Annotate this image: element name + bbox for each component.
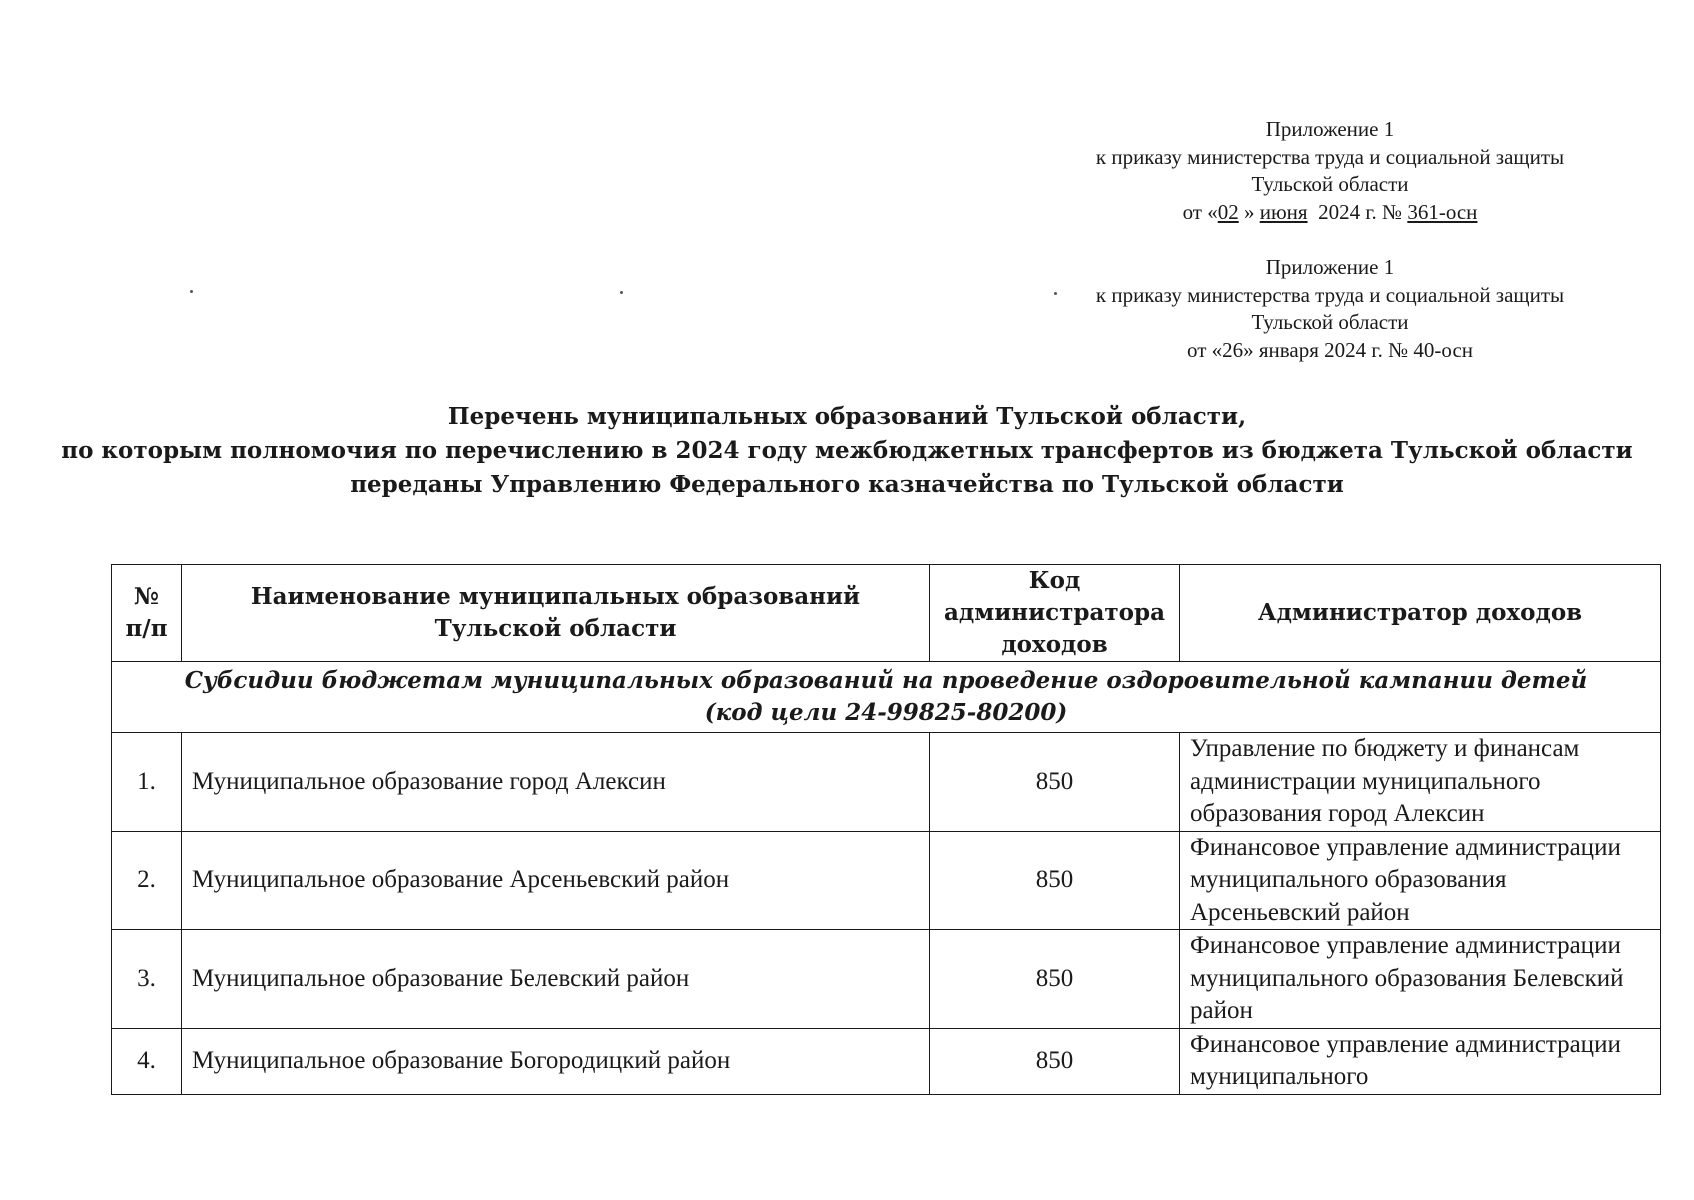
date-month: июня xyxy=(1259,199,1308,224)
appendix-previous-region: Тульской области xyxy=(1251,310,1409,334)
section-cell xyxy=(112,662,1661,733)
row-name: Муниципальное образование Белевский район xyxy=(182,930,930,1029)
row-code: 850 xyxy=(930,733,1180,832)
row-name: Муниципальное образование Богородицкий район xyxy=(182,1028,930,1094)
header-num: № п/п xyxy=(112,565,182,662)
section-code: (код цели 24-99825-80200) xyxy=(704,699,1068,726)
row-num: 1. xyxy=(112,733,182,832)
appendix-current-date xyxy=(1000,199,1660,227)
date-day: 02 xyxy=(1217,199,1239,224)
date-prefix: от « xyxy=(1182,199,1218,224)
row-admin: Управление по бюджету и финансам администрации муниципального образования город Алексин xyxy=(1180,733,1661,832)
row-code: 850 xyxy=(930,930,1180,1029)
date-mid: » xyxy=(1238,199,1260,224)
row-code: 850 xyxy=(930,1028,1180,1094)
municipalities-table xyxy=(111,564,1661,1095)
document-title xyxy=(0,400,1694,502)
appendix-current-order: к приказу министерства труда и социальной защиты xyxy=(1095,144,1565,169)
appendix-current-title: Приложение 1 xyxy=(1265,117,1395,141)
row-name: Муниципальное образование город Алексин xyxy=(182,733,930,832)
title-line-2: по которым полномочия по перечислению в 2024 году межбюджетных трансфертов из бюджета Тульской области xyxy=(61,437,1633,464)
scan-dot xyxy=(620,291,623,294)
appendix-previous-block xyxy=(1000,254,1660,364)
table-row xyxy=(112,930,1661,1029)
row-num: 4. xyxy=(112,1028,182,1094)
section-title: Субсидии бюджетам муниципальных образований на проведение оздоровительной кампании детей xyxy=(184,667,1588,694)
section-row xyxy=(112,662,1661,733)
row-num: 2. xyxy=(112,831,182,930)
header-name: Наименование муниципальных образований Тульской области xyxy=(182,565,930,662)
header-code: Код администратора доходов xyxy=(930,565,1180,662)
row-num: 3. xyxy=(112,930,182,1029)
date-year: 2024 г. № xyxy=(1307,199,1408,224)
appendix-previous-date: от «26» января 2024 г. № 40-осн xyxy=(1186,337,1474,362)
scan-dot xyxy=(1054,292,1057,295)
appendix-previous-title: Приложение 1 xyxy=(1265,255,1395,279)
row-admin: Финансовое управление администрации муниципального образования Белевский район xyxy=(1180,930,1661,1029)
scan-dot xyxy=(190,290,193,293)
title-line-3: переданы Управлению Федерального казначейства по Тульской области xyxy=(350,471,1344,498)
row-code: 850 xyxy=(930,831,1180,930)
appendix-previous-order: к приказу министерства труда и социальной защиты xyxy=(1095,282,1565,307)
appendix-current-region: Тульской области xyxy=(1251,172,1409,196)
table-row xyxy=(112,831,1661,930)
header-admin: Администратор доходов xyxy=(1180,565,1661,662)
appendix-current-block xyxy=(1000,116,1660,226)
order-number: 361-осн xyxy=(1407,199,1478,224)
table-row xyxy=(112,733,1661,832)
row-name: Муниципальное образование Арсеньевский район xyxy=(182,831,930,930)
row-admin: Финансовое управление администрации муниципального образования Арсеньевский район xyxy=(1180,831,1661,930)
table-header-row xyxy=(112,565,1661,662)
row-admin: Финансовое управление администрации муниципального xyxy=(1180,1028,1661,1094)
title-line-1: Перечень муниципальных образований Тульской области, xyxy=(447,403,1247,430)
table-row xyxy=(112,1028,1661,1094)
